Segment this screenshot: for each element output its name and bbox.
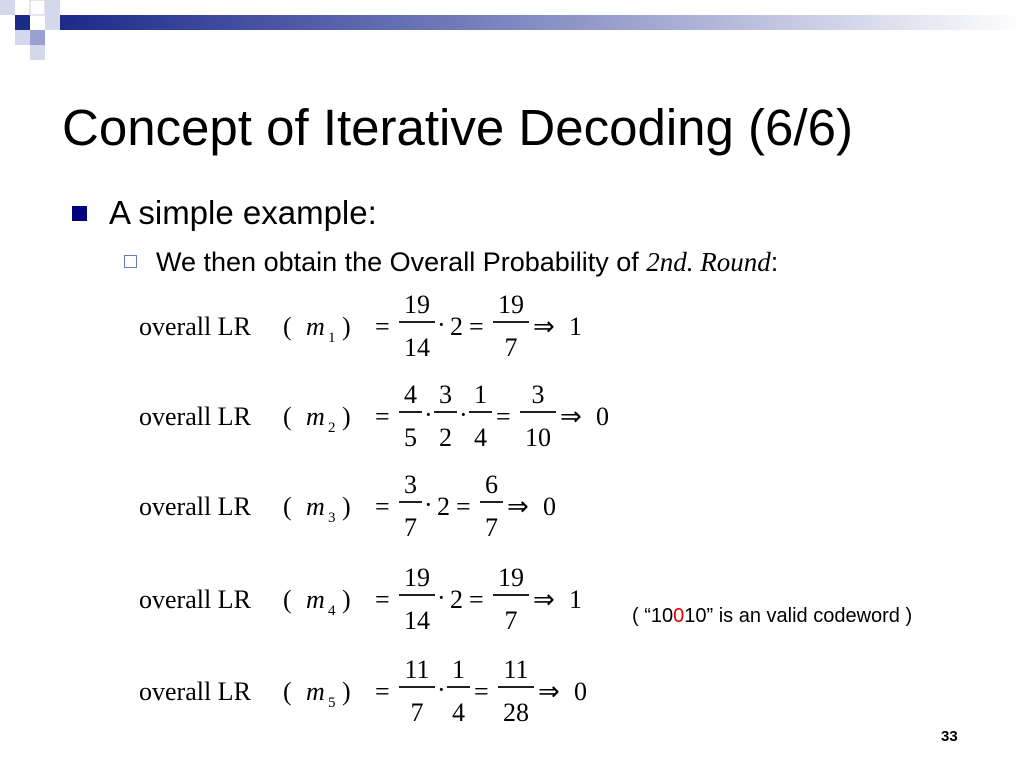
equation-2-subscript: 2 xyxy=(328,420,336,436)
equation-2-equals-2: = xyxy=(496,402,511,431)
equation-4-open-paren: ( xyxy=(283,585,292,614)
equation-2-term-2-denominator: 2 xyxy=(439,423,452,452)
note-suffix: 10” is an valid codeword ) xyxy=(684,605,913,627)
equation-5-term-1-denominator: 7 xyxy=(410,698,424,727)
bullet-level2-suffix: : xyxy=(770,247,779,277)
equation-5-equals: = xyxy=(375,677,390,706)
equation-1-equals-2: = xyxy=(469,312,484,341)
equation-4-decision: 1 xyxy=(569,585,582,614)
note-prefix: ( “10 xyxy=(632,605,674,627)
equation-4-equals: = xyxy=(375,585,390,614)
equation-3-implies: ⇒ xyxy=(507,492,529,521)
equation-4-var: m xyxy=(306,585,325,614)
equation-3-subscript: 3 xyxy=(328,510,336,526)
equation-1-equals: = xyxy=(375,312,390,341)
equation-5-term-1-numerator: 11 xyxy=(404,655,430,684)
equation-1-result-numerator: 19 xyxy=(498,290,524,319)
equation-1-term-1-numerator: 19 xyxy=(404,290,430,319)
equation-2-term-2-numerator: 3 xyxy=(439,380,452,409)
equation-3-result-denominator: 7 xyxy=(485,513,498,542)
equation-5-implies: ⇒ xyxy=(538,677,560,706)
equation-2-open-paren: ( xyxy=(283,402,292,431)
equation-2-term-3-denominator: 4 xyxy=(474,423,487,452)
equation-1-subscript: 1 xyxy=(328,330,336,346)
equation-2-term-3-numerator: 1 xyxy=(474,380,487,409)
equation-2-label: overall LR xyxy=(139,402,251,431)
equation-1-dot: · xyxy=(437,310,446,339)
equation-3-close-paren: ) xyxy=(342,492,351,521)
equation-1-decision: 1 xyxy=(569,312,582,341)
equation-2-dot: · xyxy=(459,400,468,429)
equation-2-close-paren: ) xyxy=(342,402,351,431)
equation-1-factor: 2 xyxy=(450,312,463,341)
equation-4-equals-2: = xyxy=(469,585,484,614)
equation-1-implies: ⇒ xyxy=(533,312,555,341)
equation-4-implies: ⇒ xyxy=(533,585,555,614)
equation-4-label: overall LR xyxy=(139,585,251,614)
equation-5-label: overall LR xyxy=(139,677,251,706)
equation-3-dot: · xyxy=(424,490,433,519)
equation-3-open-paren: ( xyxy=(283,492,292,521)
equation-1-term-1-denominator: 14 xyxy=(404,333,430,362)
equation-3-equals: = xyxy=(375,492,390,521)
bullet-level2-prefix: We then obtain the Overall Probability of xyxy=(156,247,647,277)
equation-4-subscript: 4 xyxy=(328,603,336,619)
equation-5-decision: 0 xyxy=(574,677,587,706)
bullet-level2-emphasis: 2nd. Round xyxy=(646,247,771,277)
equation-1-result-denominator: 7 xyxy=(504,333,518,362)
equation-2-term-1-denominator: 5 xyxy=(404,423,417,452)
equation-3-label: overall LR xyxy=(139,492,251,521)
equation-2-implies: ⇒ xyxy=(560,402,582,431)
equation-5-term-2-numerator: 1 xyxy=(452,655,465,684)
equation-1-close-paren: ) xyxy=(342,312,351,341)
codeword-note xyxy=(632,605,912,628)
equation-4-term-1-numerator: 19 xyxy=(404,563,430,592)
equation-5-dot: · xyxy=(437,675,446,704)
equation-3-var: m xyxy=(306,492,325,521)
equation-4-dot: · xyxy=(437,583,446,612)
equation-5-result-denominator: 28 xyxy=(503,698,529,727)
equation-2-dot: · xyxy=(424,400,433,429)
equation-4-result-numerator: 19 xyxy=(498,563,524,592)
equation-2-term-1-numerator: 4 xyxy=(404,380,417,409)
equation-5-result-numerator: 11 xyxy=(503,655,529,684)
equation-2-var: m xyxy=(306,402,325,431)
equation-1-open-paren: ( xyxy=(283,312,292,341)
equation-2-equals: = xyxy=(375,402,390,431)
equation-3-term-1-denominator: 7 xyxy=(404,513,417,542)
equation-3-result-numerator: 6 xyxy=(485,470,498,499)
equation-5-var: m xyxy=(306,677,325,706)
equation-5-equals-2: = xyxy=(474,677,489,706)
note-highlight: 0 xyxy=(673,605,685,627)
bullet-level1-text: A simple example: xyxy=(109,194,377,231)
equation-4-close-paren: ) xyxy=(342,585,351,614)
page-number: 33 xyxy=(941,728,958,745)
equation-1-var: m xyxy=(306,312,325,341)
equation-5-close-paren: ) xyxy=(342,677,351,706)
equation-3-term-1-numerator: 3 xyxy=(404,470,417,499)
equation-4-term-1-denominator: 14 xyxy=(404,606,430,635)
equation-2-result-numerator: 3 xyxy=(531,380,545,409)
equation-5-subscript: 5 xyxy=(328,695,336,711)
equation-2-decision: 0 xyxy=(596,402,609,431)
equation-1-label: overall LR xyxy=(139,312,251,341)
slide-title: Concept of Iterative Decoding (6/6) xyxy=(62,99,853,156)
equation-3-factor: 2 xyxy=(437,492,450,521)
equation-3-decision: 0 xyxy=(543,492,556,521)
equation-3-equals-2: = xyxy=(456,492,471,521)
equation-4-result-denominator: 7 xyxy=(504,606,518,635)
equation-2-result-denominator: 10 xyxy=(525,423,551,452)
equation-5-term-2-denominator: 4 xyxy=(452,698,465,727)
equation-5-open-paren: ( xyxy=(283,677,292,706)
equation-4-factor: 2 xyxy=(450,585,463,614)
